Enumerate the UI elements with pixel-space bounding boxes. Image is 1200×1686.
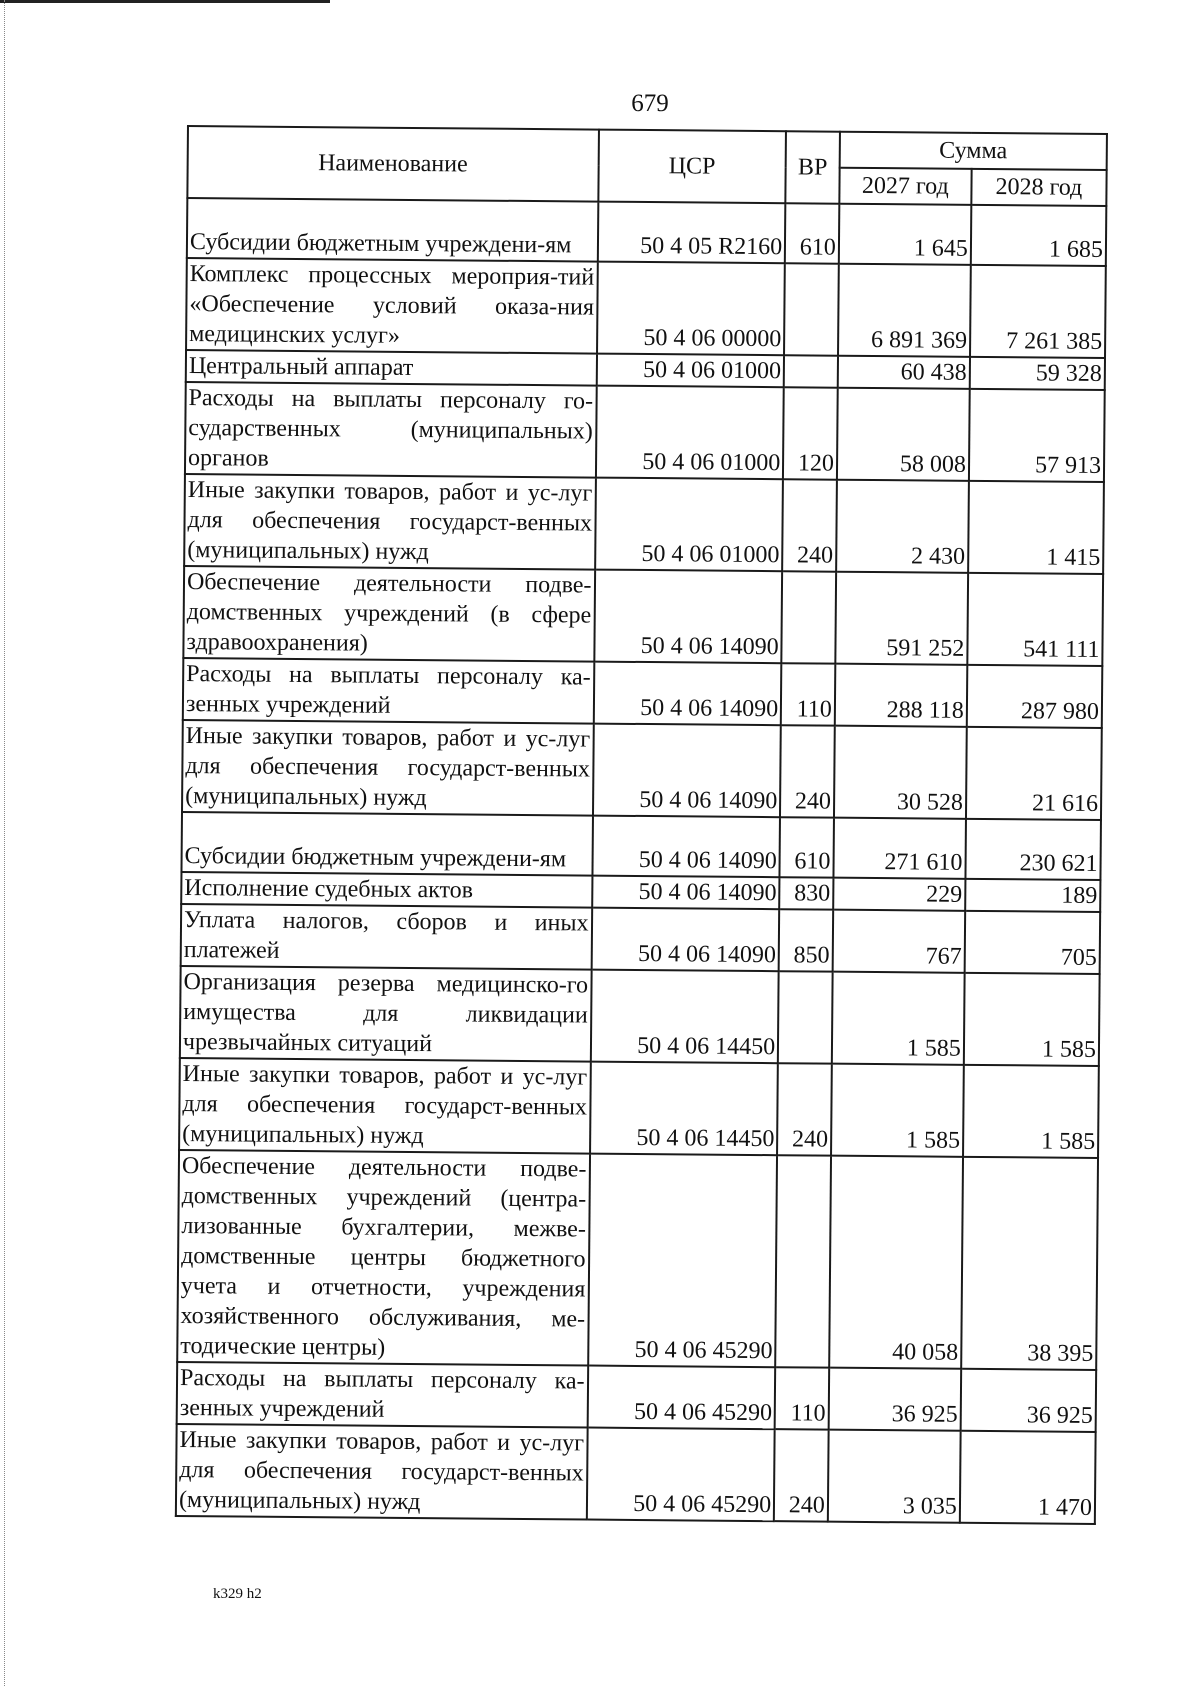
cell-sum-2027: 6 891 369 xyxy=(838,264,971,357)
table-row xyxy=(179,1058,1099,1158)
cell-name: Иные закупки товаров, работ и ус-луг для обеспечения государст-венных (муниципальных) нужд xyxy=(182,720,593,816)
cell-sum-2027: 271 610 xyxy=(833,818,966,879)
cell-csr: 50 4 06 14090 xyxy=(592,816,780,878)
cell-vr: 850 xyxy=(779,909,833,971)
cell-vr: 120 xyxy=(783,387,837,479)
cell-sum-2028: 541 111 xyxy=(967,573,1103,666)
table-row xyxy=(185,382,1105,482)
cell-csr: 50 4 06 14090 xyxy=(592,876,780,910)
cell-csr: 50 4 06 14450 xyxy=(590,1062,779,1156)
cell-sum-2027: 60 438 xyxy=(838,356,970,389)
cell-name: Расходы на выплаты персоналу ка-зенных учреждений xyxy=(183,658,594,724)
cell-name: Центральный аппарат xyxy=(186,350,597,386)
cell-sum-2028: 57 913 xyxy=(969,389,1105,482)
cell-sum-2028: 705 xyxy=(964,911,1100,974)
cell-csr: 50 4 06 14090 xyxy=(593,662,781,726)
cell-sum-2027: 1 585 xyxy=(831,1064,964,1157)
table-header xyxy=(187,126,1107,206)
header-name: Наименование xyxy=(187,126,598,202)
cell-sum-2027: 229 xyxy=(833,878,965,911)
table-row xyxy=(183,566,1103,666)
header-vr: ВР xyxy=(786,131,840,203)
header-year-2028: 2028 год xyxy=(971,169,1106,206)
table-row xyxy=(180,966,1100,1066)
cell-vr: 240 xyxy=(780,725,834,817)
table-row xyxy=(177,1362,1097,1432)
table-row xyxy=(182,720,1102,820)
cell-sum-2028: 1 470 xyxy=(960,1431,1096,1524)
cell-name: Обеспечение деятельности подве-домственных учреждений (центра-лизованные бухгалтерии, межве-домственные центры бюджетного учета и отчетности, учреждения хозяйственного обслуживания, ме-тодические центры) xyxy=(177,1150,589,1366)
table-row xyxy=(184,474,1104,574)
cell-csr: 50 4 05 R2160 xyxy=(597,202,785,264)
cell-csr: 50 4 06 01000 xyxy=(595,478,784,572)
cell-sum-2028: 1 585 xyxy=(964,973,1100,1066)
cell-sum-2028: 21 616 xyxy=(966,727,1102,820)
table-row xyxy=(186,258,1106,358)
table-row xyxy=(181,904,1101,974)
cell-name: Расходы на выплаты персоналу го-сударственных (муниципальных) органов xyxy=(185,382,596,478)
page-number: 679 xyxy=(631,90,669,117)
footer-code: k329 h2 xyxy=(213,1586,262,1602)
cell-vr: 110 xyxy=(775,1367,829,1429)
cell-name: Иные закупки товаров, работ и ус-луг для обеспечения государст-венных (муниципальных) нужд xyxy=(179,1058,590,1154)
cell-name: Организация резерва медицинско-го имущества для ликвидации чрезвычайных ситуаций xyxy=(180,966,591,1062)
cell-sum-2028: 230 621 xyxy=(965,819,1101,880)
cell-vr: 610 xyxy=(780,817,834,877)
cell-sum-2028: 1 415 xyxy=(968,481,1104,574)
header-sum: Сумма xyxy=(839,132,1106,170)
cell-csr: 50 4 06 45290 xyxy=(588,1154,778,1368)
cell-name: Уплата налогов, сборов и иных платежей xyxy=(181,904,592,970)
cell-csr: 50 4 06 14090 xyxy=(592,724,781,818)
cell-sum-2027: 1 585 xyxy=(832,972,965,1065)
cell-vr xyxy=(782,571,836,663)
cell-csr: 50 4 06 45290 xyxy=(587,1366,775,1430)
cell-sum-2028: 189 xyxy=(965,879,1100,912)
cell-vr xyxy=(775,1155,830,1367)
cell-sum-2027: 1 645 xyxy=(839,204,972,265)
cell-vr: 240 xyxy=(782,479,836,571)
cell-name: Исполнение судебных актов xyxy=(181,872,592,908)
cell-csr: 50 4 06 01000 xyxy=(596,354,784,388)
cell-sum-2028: 1 685 xyxy=(971,205,1107,266)
table-row xyxy=(176,1424,1096,1524)
cell-vr: 830 xyxy=(779,877,833,909)
cell-csr: 50 4 06 01000 xyxy=(595,386,784,480)
cell-csr: 50 4 06 00000 xyxy=(597,262,786,356)
cell-name: Иные закупки товаров, работ и ус-луг для обеспечения государст-венных (муниципальных) нужд xyxy=(176,1424,587,1520)
cell-sum-2028: 36 925 xyxy=(960,1369,1096,1432)
cell-sum-2028: 7 261 385 xyxy=(970,265,1106,358)
cell-name: Комплекс процессных мероприя-тий «Обеспечение условий оказа-ния медицинских услуг» xyxy=(186,258,597,354)
cell-sum-2027: 40 058 xyxy=(829,1156,963,1369)
cell-sum-2028: 38 395 xyxy=(961,1157,1098,1370)
cell-name: Расходы на выплаты персоналу ка-зенных учреждений xyxy=(177,1362,588,1428)
cell-vr: 240 xyxy=(777,1063,831,1155)
scan-edge-line xyxy=(0,0,330,3)
cell-csr: 50 4 06 14450 xyxy=(590,970,779,1064)
cell-sum-2027: 2 430 xyxy=(836,480,969,573)
cell-name: Иные закупки товаров, работ и ус-луг для обеспечения государст-венных (муниципальных) нужд xyxy=(184,474,595,570)
cell-vr: 240 xyxy=(774,1429,828,1521)
cell-csr: 50 4 06 45290 xyxy=(586,1428,775,1522)
cell-sum-2028: 59 328 xyxy=(970,357,1105,390)
cell-sum-2028: 1 585 xyxy=(963,1065,1099,1158)
cell-sum-2027: 58 008 xyxy=(837,388,970,481)
header-csr: ЦСР xyxy=(598,130,786,204)
cell-name: Обеспечение деятельности подве-домственных учреждений (в сфере здравоохранения) xyxy=(183,566,594,662)
budget-table-container xyxy=(175,125,1108,1525)
budget-table xyxy=(175,125,1108,1525)
scan-left-edge xyxy=(4,0,5,1686)
cell-sum-2027: 3 035 xyxy=(828,1430,961,1523)
header-year-2027: 2027 год xyxy=(839,168,971,205)
table-row xyxy=(187,198,1106,266)
cell-sum-2028: 287 980 xyxy=(967,665,1103,728)
cell-csr: 50 4 06 14090 xyxy=(594,570,783,664)
cell-csr: 50 4 06 14090 xyxy=(591,908,779,972)
cell-sum-2027: 30 528 xyxy=(834,726,967,819)
cell-sum-2027: 767 xyxy=(832,910,965,973)
cell-sum-2027: 591 252 xyxy=(835,572,968,665)
cell-vr xyxy=(784,263,838,355)
table-row xyxy=(183,658,1103,728)
cell-sum-2027: 288 118 xyxy=(835,664,968,727)
cell-vr xyxy=(784,355,838,387)
cell-name: Субсидии бюджетным учреждени-ям xyxy=(187,198,598,262)
cell-sum-2027: 36 925 xyxy=(828,1368,961,1431)
table-body xyxy=(176,198,1106,1524)
cell-vr: 610 xyxy=(785,203,839,263)
table-row xyxy=(177,1150,1098,1370)
cell-vr: 110 xyxy=(781,663,835,725)
cell-name: Субсидии бюджетным учреждени-ям xyxy=(181,812,592,876)
table-row xyxy=(181,812,1100,880)
cell-vr xyxy=(778,971,832,1063)
